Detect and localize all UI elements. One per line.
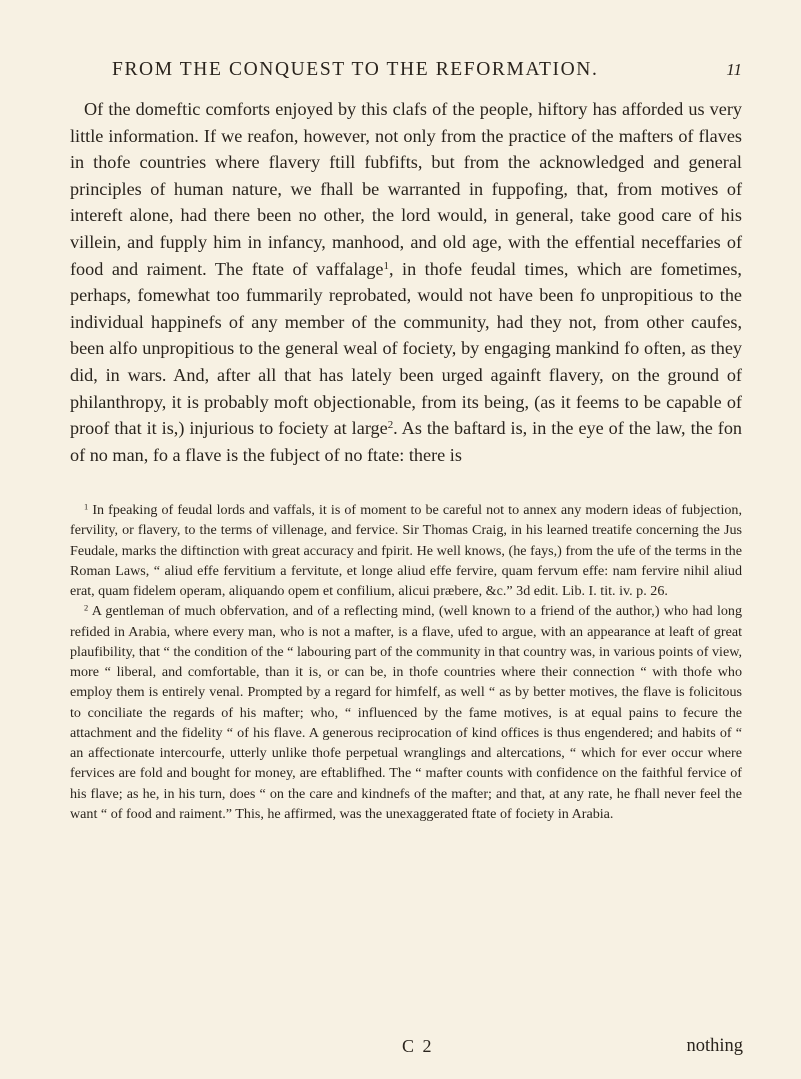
footnote-2-mark: 2 — [84, 602, 89, 613]
footnote-1 — [70, 500, 742, 601]
body-text-part-2: , in thofe feudal times, which are fometimes, perhaps, fomewhat too fummarily reprobated, would not have been fo unpropitious to the individual happinefs of any member of the community, had they not, from other caufes, been alfo unpropitious to the general weal of fociety, by engaging mankind fo often, as they did, in wars. And, after all that has lately been urged againft flavery, on the ground of philanthropy, it is probably moft objectionable, from its being, (as it feems to be capable of proof that it is,) injurious to fociety at large — [70, 258, 742, 439]
main-text — [70, 96, 742, 468]
footnotes — [70, 500, 742, 824]
running-header — [112, 59, 742, 83]
footnote-1-mark: 1 — [84, 501, 89, 512]
footnote-reference-2: 2 — [387, 419, 394, 432]
body-text-part-3: . As the baftard is, in the eye of the law, the fon of no man, fo a flave is the fubject of no ftate: there is — [70, 418, 743, 465]
body-text-part-1: Of the domeftic comforts enjoyed by this clafs of the people, hiftory has afforded us very little information. If we reafon, however, not only from the practice of the mafters of flaves in thofe countries where flavery ftill fubfifts, but from the acknowledged and general principles of human nature, we fhall be warranted in fuppofing, that, from motives of intereft alone, had there been no other, the lord would, in general, take good care of his villein, and fupply him in infancy, manhood, and old age, with the effential neceffaries of food and raiment. The ftate of vaffalage — [70, 99, 742, 279]
running-title: FROM THE CONQUEST TO THE REFORMATION. — [112, 59, 599, 80]
footnote-reference-1: 1 — [383, 259, 389, 272]
page-number: 11 — [726, 60, 742, 79]
footnote-2-text: A gentleman of much obfervation, and of a reflecting mind, (well known to a friend of the author,) who had long refided in Arabia, where every man, who is not a mafter, is a flave, ufed to argue, with an appearance at leaft of great plaufibility, that “ the condition of the “ labouring part of the community in that country was, in various points of view, more “ liberal, and comfortable, than it is, or can be, in thofe countries where their connection “ with thofe who employ them is entirely venal. Prompted by a regard for himfelf, as well “ as by better motives, the flave is folicitous to conciliate the regards of his mafter; who, “ influenced by the fame motives, is at equal pains to fecure the attachment and the fidelity “ of his flave. A generous reciprocation of kind offices is thus engendered; and habits of “ an affectionate intercourfe, utterly unlike thofe perpetual wranglings and altercations, “ which for ever occur where fervices are fold and bought for money, are eftablifhed. The “ mafter counts with confidence on the faithful fervice of his flave; as he, in his turn, does “ on the care and kindnefs of the mafter; and that, at any rate, he fhall never feel the want “ of food and raiment.” This, he affirmed, was the unexaggerated ftate of fociety in Arabia. — [70, 603, 742, 822]
signature-mark: C 2 — [402, 1036, 434, 1056]
body-paragraph — [70, 96, 742, 468]
catchword: nothing — [686, 1036, 743, 1056]
footnote-2 — [70, 601, 742, 824]
footnote-1-text: In fpeaking of feudal lords and vaffals, it is of moment to be careful not to annex any modern ideas of fubjection, fervility, or flavery, to the terms of villenage, and fervice. Sir Thomas Craig, in his learned treatife concerning the Jus Feudale, marks the diftinction with great accuracy and fpirit. He well knows, (he fays,) from the ufe of the terms in the Roman Laws, “ aliud effe fervitium a fervitute, et longe aliud effe fervire, quam fervum effe: nam fervire nihil aliud erat, quam fidelem operam, aliquando opem et confilium, alicui præbere, &c.” 3d edit. Lib. I. tit. iv. p. 26. — [70, 502, 742, 599]
